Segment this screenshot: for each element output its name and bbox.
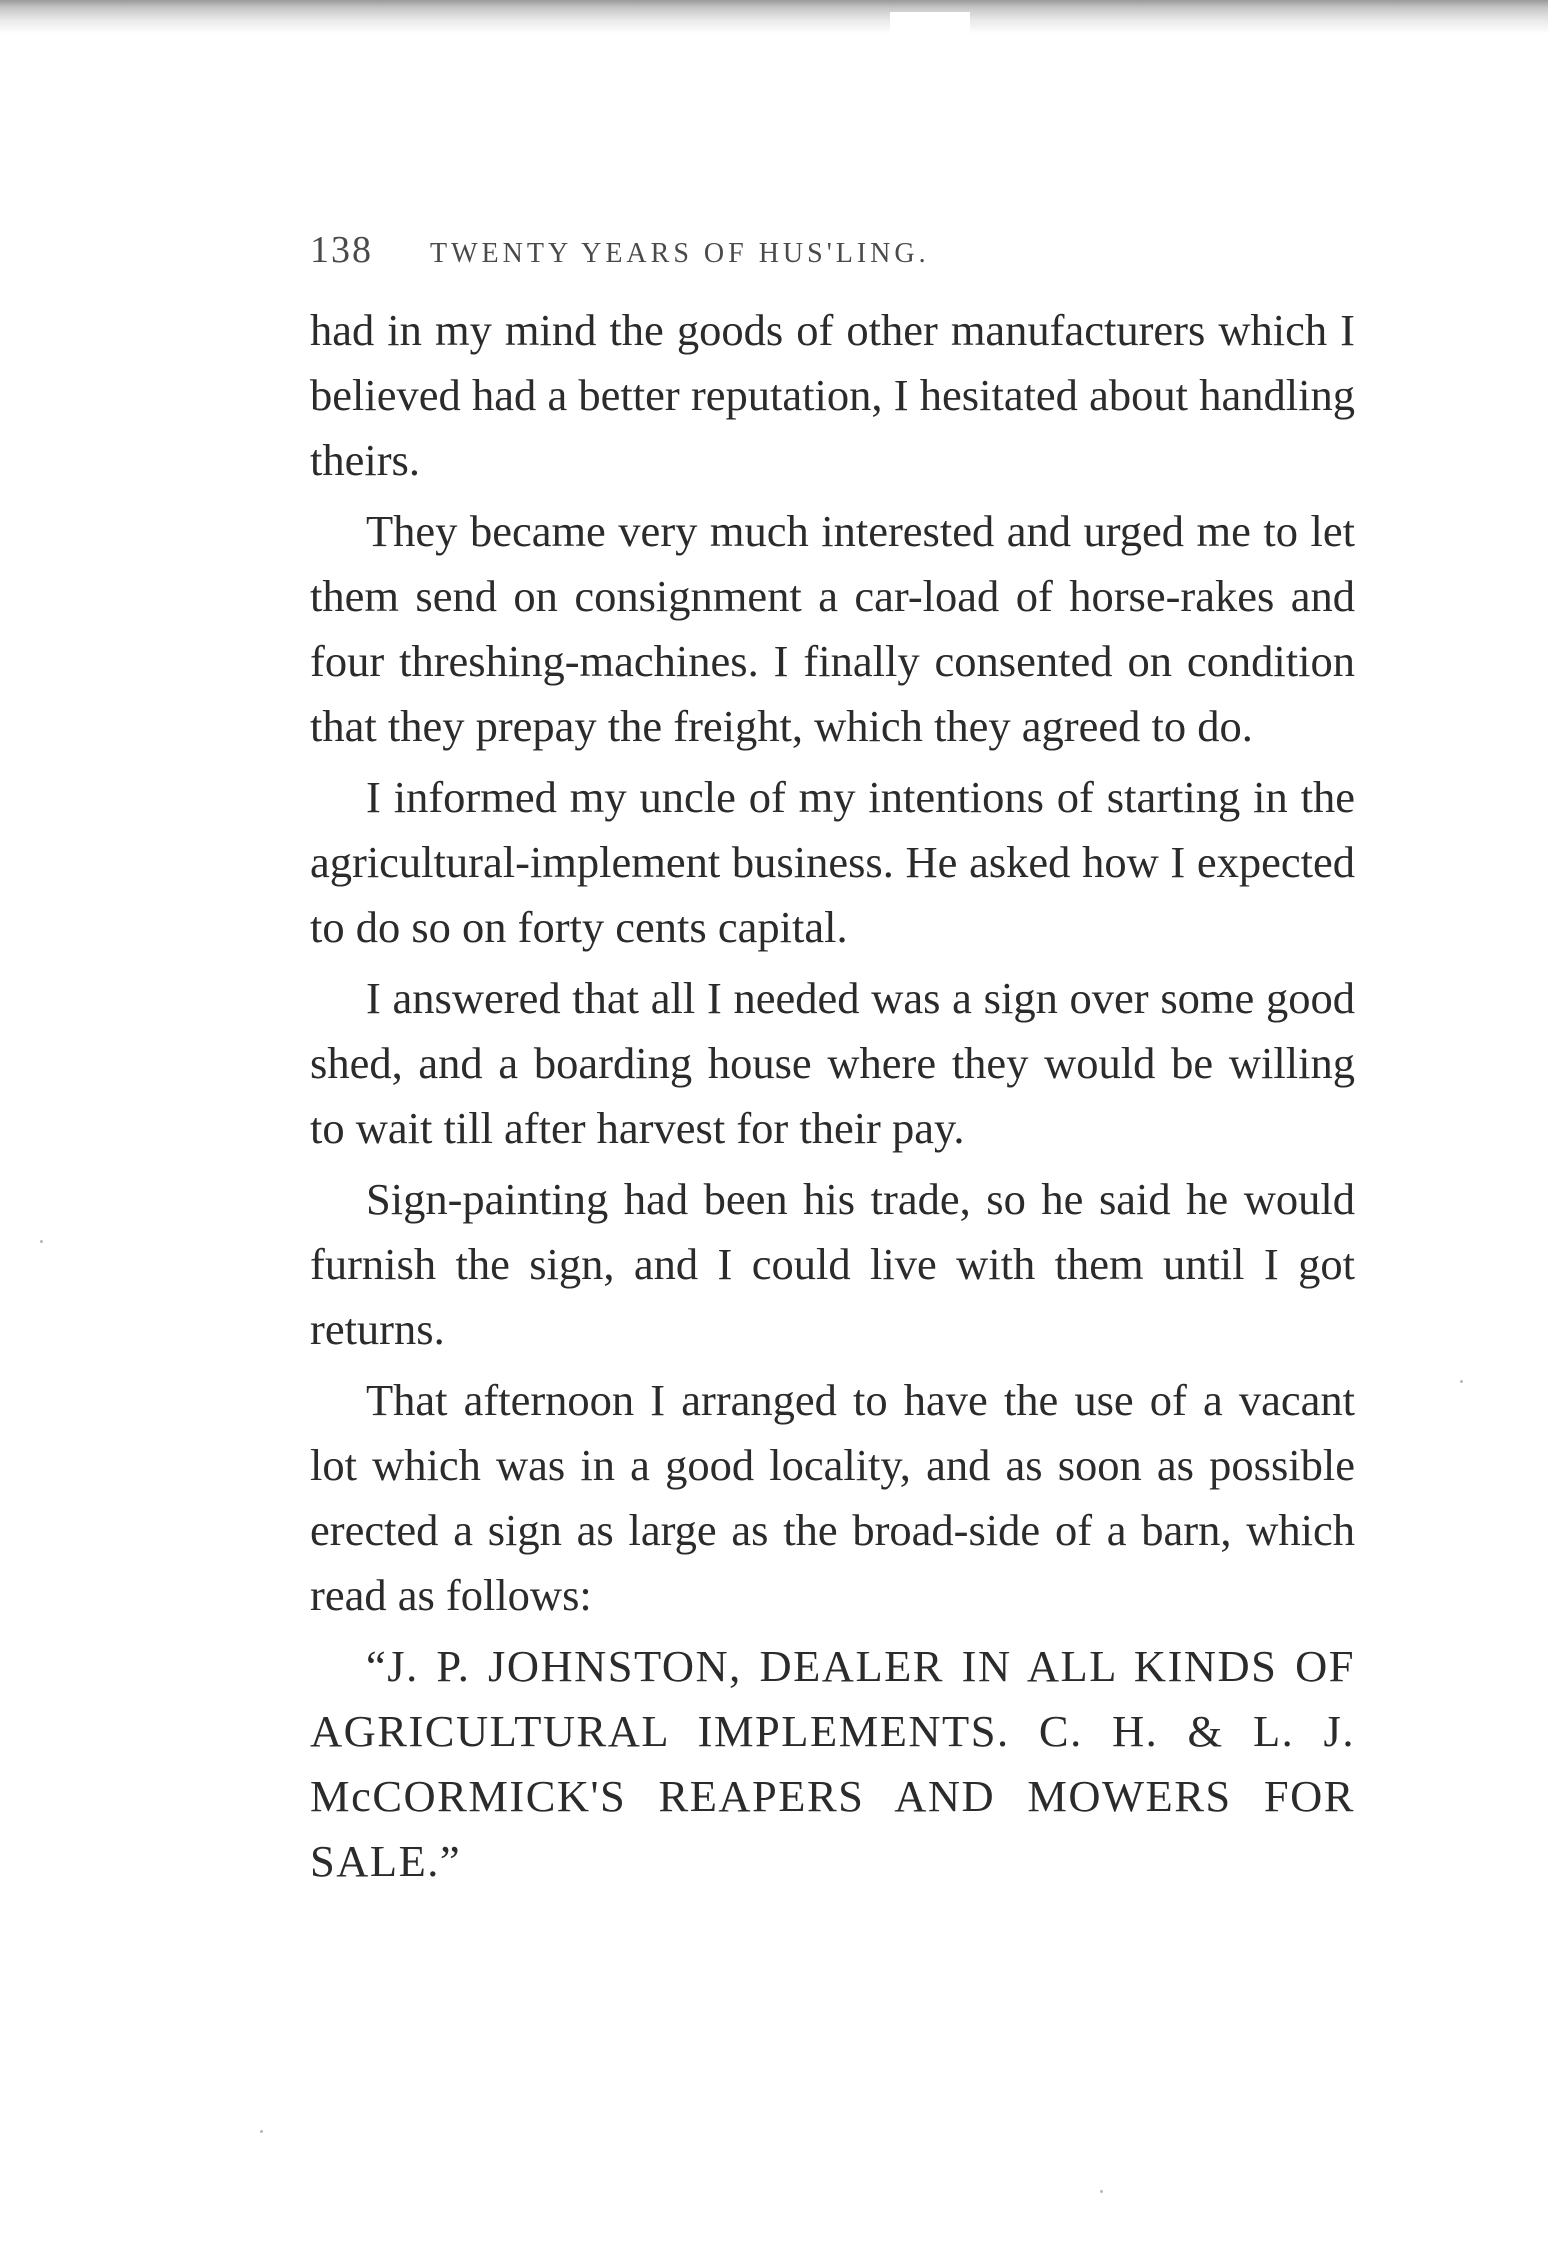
paragraph-continued: had in my mind the goods of other manufacturers which I believed had a better reputation, I hesitated about handling theirs.: [310, 305, 1355, 485]
scan-speck: [1460, 1380, 1463, 1383]
paragraph-uncle: I informed my uncle of my intentions of starting in the agricultural-implement business. He asked how I expected to do so on forty cents capital.: [310, 772, 1355, 952]
paragraph-sign-over-shed: I answered that all I needed was a sign over some good shed, and a boarding house where they would be willing to wait till after harvest for their pay.: [310, 973, 1355, 1153]
scan-speck: [1100, 2190, 1103, 2193]
paragraph-sign-painting: Sign-painting had been his trade, so he said he would furnish the sign, and I could live with them until I got returns.: [310, 1174, 1355, 1354]
scan-speck: [260, 2130, 263, 2133]
scan-edge-gap: [890, 12, 970, 34]
running-head: [310, 228, 1355, 288]
paragraph-consignment: They became very much interested and urged me to let them send on consignment a car-load of horse-rakes and four threshing-machines. I finally consented on condition that they prepay the freight, which they agreed to do.: [310, 506, 1355, 751]
paragraph-sign-text: “J. P. JOHNSTON, DEALER IN ALL KINDS OF AGRICULTURAL IMPLEMENTS. C. H. & L. J. McCORMICK'S REAPERS AND MOWERS FOR SALE.”: [310, 1641, 1355, 1886]
book-page: [310, 228, 1355, 1900]
body-text: [310, 298, 1355, 1894]
page-number: 138: [310, 229, 373, 271]
scan-speck: [40, 1240, 43, 1243]
scan-top-edge: [0, 0, 1548, 34]
running-title: TWENTY YEARS OF HUS'LING.: [430, 238, 930, 269]
paragraph-vacant-lot: That afternoon I arranged to have the use of a vacant lot which was in a good locality, and as soon as possible erected a sign as large as the broad-side of a barn, which read as follows:: [310, 1375, 1355, 1620]
